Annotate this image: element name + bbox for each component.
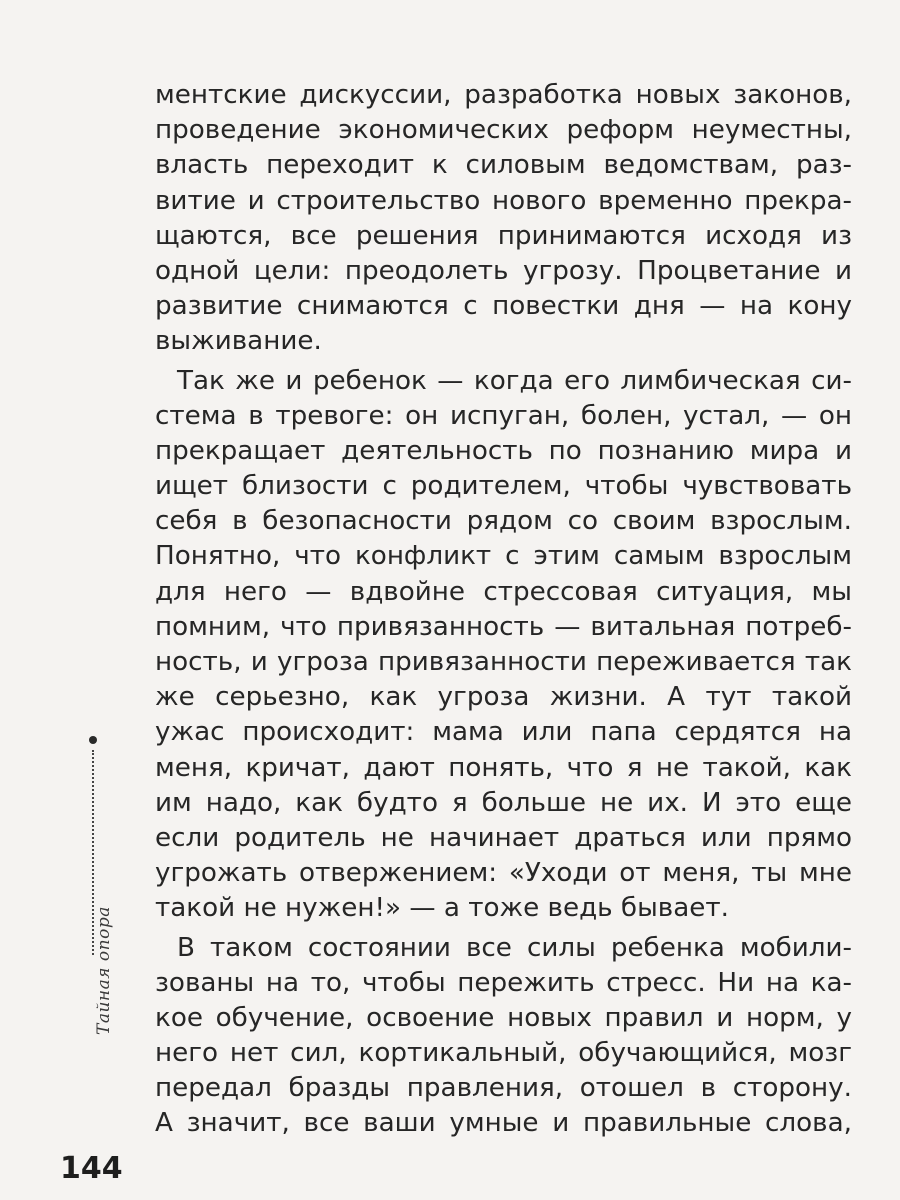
text-line: себя в безопасности рядом со своим взрослым. [155, 506, 852, 537]
text-line: передал бразды правления, отошел в сторону. [155, 1073, 852, 1104]
text-line: проведение экономических реформ неуместны, [155, 115, 852, 146]
text-line: Так же и ребенок — когда его лимбическая си- [177, 365, 852, 396]
text-line: ищет близости с родителем, чтобы чувствовать [155, 471, 852, 502]
text-line: им надо, как будто я больше не их. И это еще [155, 787, 852, 818]
text-line: ужас происходит: мама или папа сердятся на [155, 717, 852, 748]
text-line: развитие снимаются с повестки дня — на кону [155, 291, 852, 322]
text-line: Понятно, что конфликт с этим самым взрослым [155, 541, 852, 572]
page-number: 144 [60, 1151, 123, 1186]
text-line: такой не нужен!» — а тоже ведь бывает. [155, 893, 729, 924]
text-line: ность, и угроза привязанности переживается так [155, 647, 852, 677]
text-line: выживание. [155, 326, 322, 357]
text-line: В таком состоянии все силы ребенка мобили- [177, 932, 852, 963]
text-line: для него — вдвойне стрессовая ситуация, мы [155, 576, 852, 607]
text-line: ментские дискуссии, разработка новых законов, [155, 80, 852, 110]
body-text [155, 78, 852, 1142]
text-line: угрожать отвержением: «Уходи от меня, ты мне [155, 858, 852, 889]
text-line: же серьезно, как угроза жизни. А тут такой [155, 682, 852, 713]
text-line: помним, что привязанность — витальная потреб- [155, 611, 852, 642]
paragraph-3 [155, 931, 852, 1142]
paragraph-2 [155, 364, 852, 927]
text-line: щаются, все решения принимаются исходя из [155, 220, 852, 251]
text-line: кое обучение, освоение новых правил и норм, у [155, 1002, 852, 1033]
text-line: прекращает деятельность по познанию мира и [155, 435, 852, 466]
text-line: него нет сил, кортикальный, обучающийся, мозг [155, 1038, 852, 1069]
text-line: А значит, все ваши умные и правильные слова, [155, 1108, 852, 1139]
text-line: если родитель не начинает драться или прямо [155, 822, 852, 853]
text-line: власть переходит к силовым ведомствам, раз- [155, 150, 852, 181]
paragraph-1 [155, 78, 852, 360]
text-line: стема в тревоге: он испуган, болен, устал, — он [155, 400, 852, 431]
text-line: витие и строительство нового временно прекра- [155, 185, 852, 216]
text-line: одной цели: преодолеть угрозу. Процветание и [155, 255, 852, 286]
bullet-dot-icon [89, 736, 97, 744]
running-title: Тайная опора [94, 906, 114, 1035]
text-line: меня, кричат, дают понять, что я не такой, как [155, 752, 852, 783]
text-line: зованы на то, чтобы пережить стресс. Ни на ка- [155, 967, 852, 998]
